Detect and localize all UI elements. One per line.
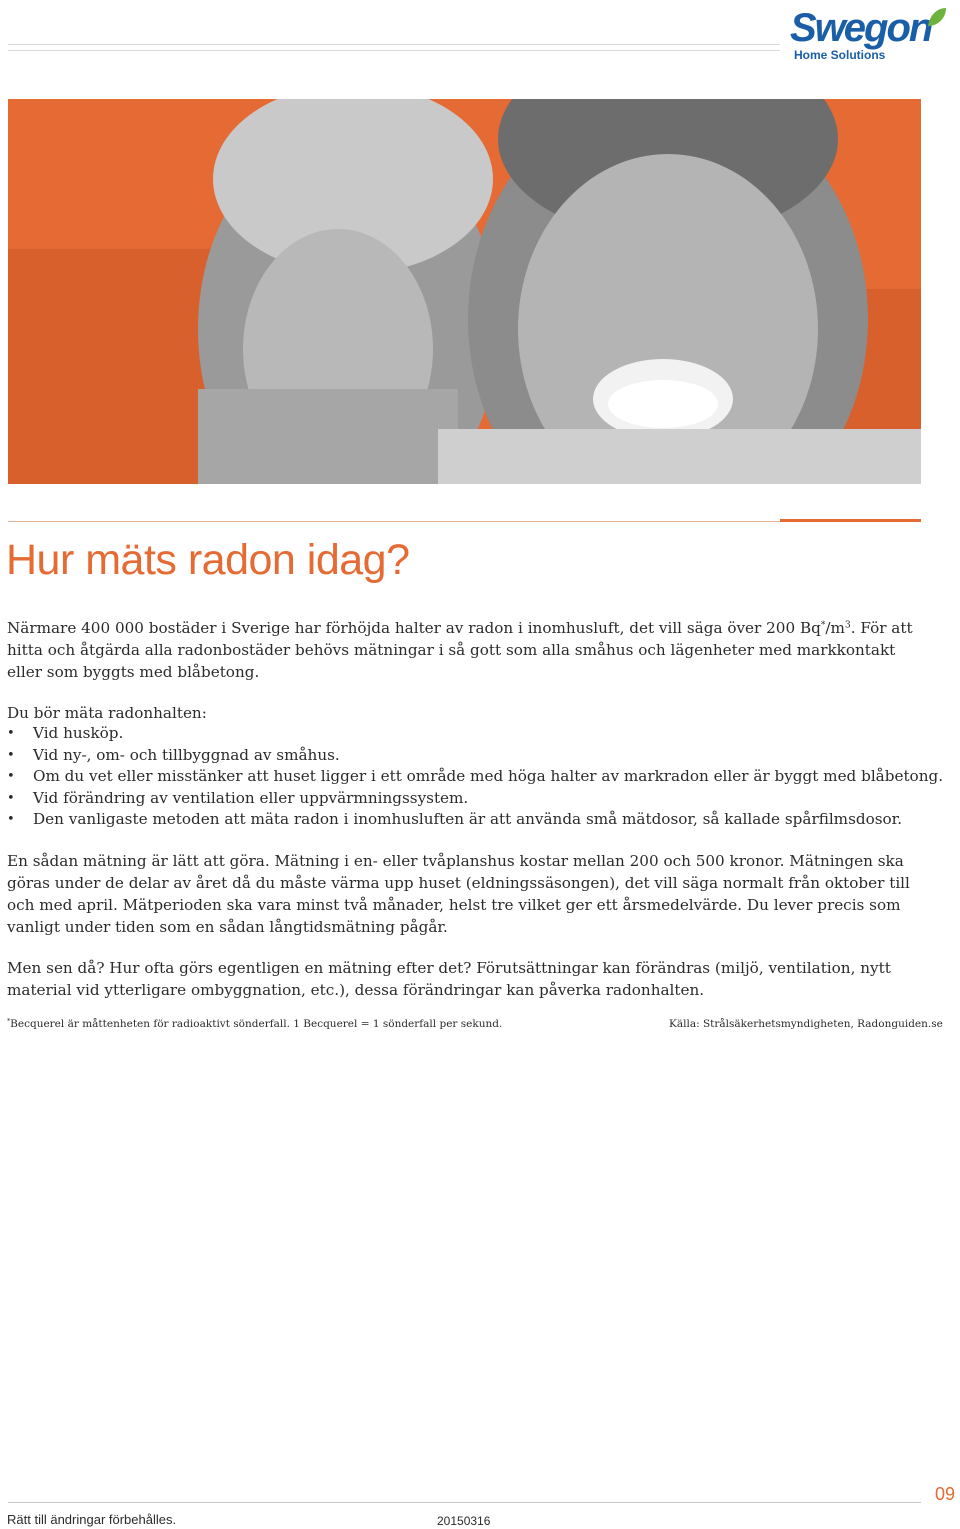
logo-wordmark: Swegon <box>790 6 932 50</box>
leaf-icon <box>926 6 948 28</box>
swegon-logo <box>788 6 953 62</box>
intro-paragraph: Närmare 400 000 bostäder i Sverige har förhöjda halter av radon i inomhusluft, det vill säga över 200 $Bq^*/m^3$. För att hitta och åtgärda alla radonbostäder behövs mätningar i så gott som alla småhus och lägenheter med markkontakt eller som byggts med blåbetong. <box>7 619 913 681</box>
section-accent-rule <box>780 519 921 522</box>
list-item: • Om du vet eller misstänker att huset ligger i ett område med höga halter av markradon eller är byggt med blåbetong. <box>7 766 943 788</box>
footer-rule <box>8 1502 921 1503</box>
measure-intro: Du bör mäta radonhalten: <box>7 704 207 722</box>
hero-photo-illustration <box>8 99 921 484</box>
list-item: • Vid husköp. <box>7 723 943 745</box>
page-title: Hur mäts radon idag? <box>6 536 410 584</box>
footnote: *Becquerel är måttenheten för radioaktivt sönderfall. 1 Becquerel = 1 sönderfall per sekund. <box>7 1018 503 1030</box>
header-rule <box>8 44 780 45</box>
footer-disclaimer: Rätt till ändringar förbehålles. <box>7 1512 177 1527</box>
section-rule <box>8 521 780 522</box>
followup-paragraph: Men sen då? Hur ofta görs egentligen en mätning efter det? Förutsättningar kan förändras (miljö, ventilation, nytt material vid ytterligare ombyggnation, etc.), dessa förändringar kan påverka radonhalten. <box>7 959 891 999</box>
measurement-paragraph: En sådan mätning är lätt att göra. Mätning i en- eller tvåplanshus kostar mellan 200 och 500 kronor. Mätningen ska göras under de delar av året då du måste värma upp huset (eldningssäsongen), det vill säga normalt från oktober till och med april. Mätperioden ska vara minst två månader, helst tre vilket ger ett årsmedelvärde. Du lever precis som vanligt under tiden som en sådan långtidsmätning pågår. <box>7 852 910 936</box>
list-item: • Vid ny-, om- och tillbyggnad av småhus. <box>7 745 943 767</box>
list-item: • Vid förändring av ventilation eller uppvärmningssystem. <box>7 788 943 810</box>
footnote-source: Källa: Strålsäkerhetsmyndigheten, Radonguiden.se <box>669 1018 943 1030</box>
list-item: • Den vanligaste metoden att mäta radon i inomhusluften är att använda små mätdosor, så kallade spårfilmsdosor. <box>7 809 943 831</box>
measure-list <box>7 723 943 831</box>
logo-tagline: Home Solutions <box>794 48 886 62</box>
hero-photo <box>8 99 921 484</box>
header-rule <box>8 50 780 51</box>
page-number: 09 <box>935 1484 956 1504</box>
footer-date: 20150316 <box>437 1514 491 1528</box>
